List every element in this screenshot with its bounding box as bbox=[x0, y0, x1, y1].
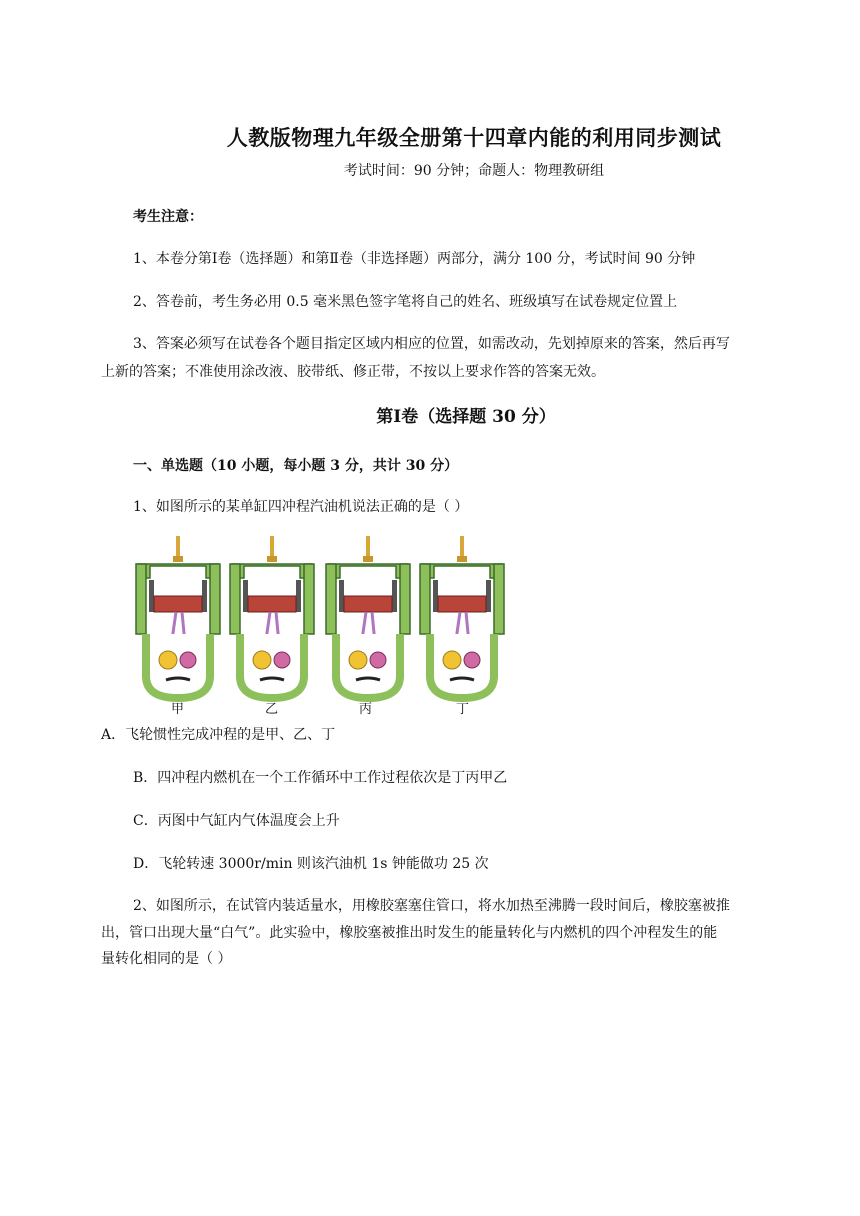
question-2-line: 2、如图所示，在试管内装适量水，用橡胶塞塞住管口，将水加热至沸腾一段时间后，橡胶塞被推 bbox=[133, 898, 730, 914]
question-type-heading: 一、单选题（10 小题，每小题 3 分，共计 30 分） bbox=[133, 458, 459, 474]
figure-label-ding: 丁 bbox=[456, 702, 470, 717]
question-2-line: 出，管口出现大量“白气”。此实验中，橡胶塞被推出时发生的能量转化与内燃机的四个冲程发生的能 bbox=[101, 925, 718, 941]
notice-item: 2、答卷前，考生务必用 0.5 毫米黑色签字笔将自己的姓名、班级填写在试卷规定位置上 bbox=[133, 294, 678, 310]
option-b: B．四冲程内燃机在一个工作循环中工作过程依次是丁丙甲乙 bbox=[133, 770, 508, 786]
four-stroke-engine-figure bbox=[130, 536, 510, 716]
option-a: A．飞轮惯性完成冲程的是甲、乙、丁 bbox=[101, 727, 336, 743]
notice-item: 1、本卷分第Ⅰ卷（选择题）和第Ⅱ卷（非选择题）两部分，满分 100 分，考试时间 90 分钟 bbox=[133, 251, 696, 267]
notice-item: 3、答案必须写在试卷各个题目指定区域内相应的位置，如需改动，先划掉原来的答案，然后再写 bbox=[133, 336, 730, 352]
notice-heading: 考生注意： bbox=[133, 209, 203, 225]
section-title: 第Ⅰ卷（选择题 30 分） bbox=[376, 407, 556, 427]
option-d: D．飞轮转速 3000r/min 则该汽油机 1s 钟能做功 25 次 bbox=[133, 856, 489, 872]
figure-label-yi: 乙 bbox=[265, 702, 279, 717]
option-c: C．丙图中气缸内气体温度会上升 bbox=[133, 813, 340, 829]
figure-label-bing: 丙 bbox=[359, 702, 373, 717]
question-2-line: 量转化相同的是（ ） bbox=[101, 951, 232, 967]
exam-info: 考试时间：90 分钟；命题人：物理教研组 bbox=[343, 163, 605, 179]
notice-item: 上新的答案；不准使用涂改液、胶带纸、修正带，不按以上要求作答的答案无效。 bbox=[101, 364, 605, 380]
figure-label-jia: 甲 bbox=[171, 702, 185, 717]
page-title: 人教版物理九年级全册第十四章内能的利用同步测试 bbox=[226, 125, 722, 150]
question-1-stem: 1、如图所示的某单缸四冲程汽油机说法正确的是（ ） bbox=[133, 499, 469, 515]
